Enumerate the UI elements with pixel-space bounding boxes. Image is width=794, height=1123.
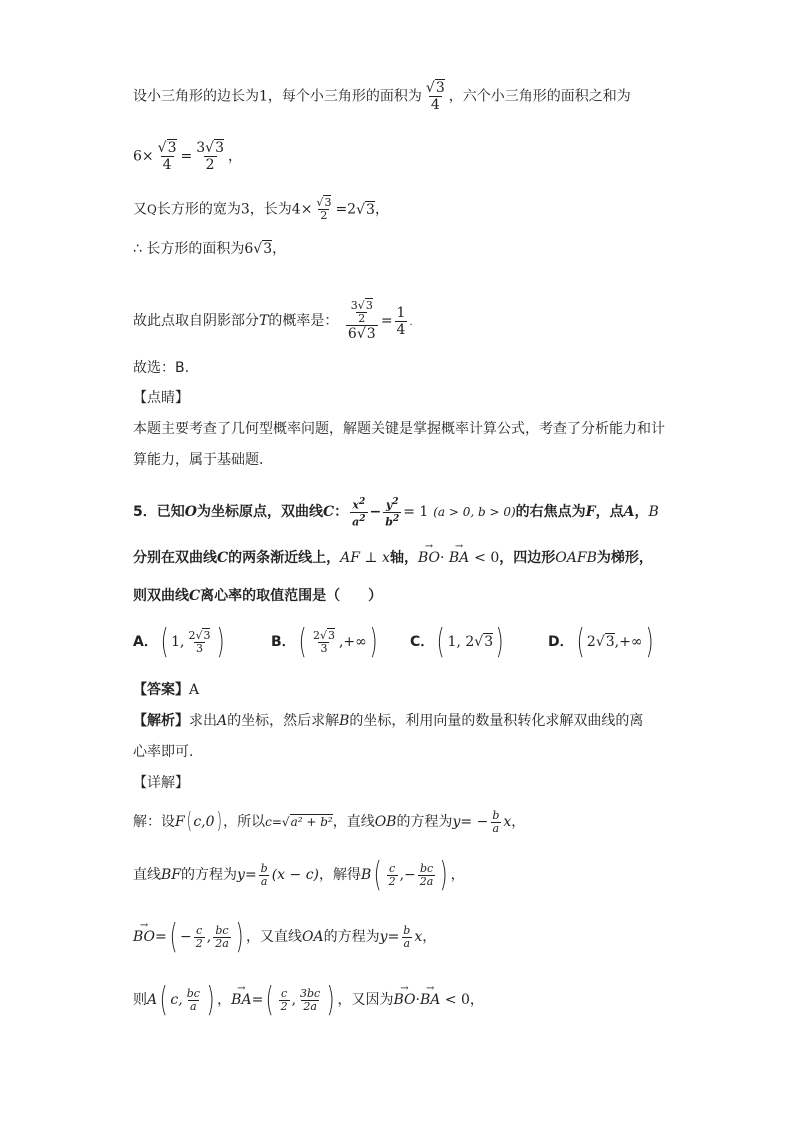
text: ，每个小三角形的面积为	[267, 88, 422, 105]
text: 设小三角形的边长为	[133, 88, 259, 105]
detail-line-3: → BO=( − $\frac{c}{2}$ , $\frac{bc}{2a}$ ) ，又直线OA的方程为y= $\frac{b}{a}$ x，	[133, 922, 436, 952]
xiangjie-heading: 【详解】	[133, 775, 189, 791]
jiexi-line-2: 心率即可.	[133, 744, 194, 760]
fraction-1-4: $\frac{1}{4}$	[396, 304, 406, 338]
answer-line: 【答案】A	[133, 682, 200, 698]
option-b[interactable]: B．( $\frac{2√3}{3}$ ,+∞)	[271, 622, 378, 662]
solution-line-1	[133, 80, 631, 113]
detail-line-2: 直线BF的方程为y= $\frac{b}{a}$ (x − c)，解得B( $\frac{c}{2}$ ,− $\frac{bc}{2a}$ ) ，	[133, 855, 465, 895]
dianjing-text-1: 本题主要考查了几何型概率问题，解题关键是掌握概率计算公式，考查了分析能力和计	[133, 421, 665, 437]
option-a[interactable]: A．( 1, $\frac{2√3}{3}$ )	[133, 622, 226, 662]
question-5-line-3: 则双曲线C离心率的取值范围是（ ）	[133, 588, 383, 604]
solution-line-5: 故此点取自阴影部分T的概率是： $\frac{\frac{3√3}{2}}{6√3}$ = $\frac{1}{4}$ .	[133, 299, 413, 342]
solution-line-4: ∴ 长方形的面积为6√3，	[133, 241, 287, 257]
option-c[interactable]: C．( 1, 2√3)	[410, 622, 504, 662]
text: ，六个小三角形的面积之和为	[448, 88, 631, 105]
solution-line-2: 6× $\frac{√3}{4}$ = $\frac{3√3}{2}$ ，	[133, 140, 242, 173]
compound-fraction: $\frac{\frac{3√3}{2}}{6√3}$	[347, 299, 376, 342]
fraction: $\frac{3√3}{2}$	[196, 140, 224, 173]
dianjing-heading: 【点睛】	[133, 390, 189, 406]
dianjing-text-2: 算能力，属于基础题.	[133, 452, 264, 468]
detail-line-1: 解：设F( c,0) ，所以c=√a² + b²，直线OB的方程为y= − $\frac{b}{a}$ x，	[133, 808, 526, 835]
fraction: $\frac{√3}{2}$	[316, 196, 332, 222]
fraction-y2-b2: $\frac{y^2}{b^2}$	[385, 497, 400, 529]
jiexi-line-1: 【解析】求出A的坐标，然后求解B的坐标，利用向量的数量积转化求解双曲线的离	[133, 713, 644, 729]
answer-choice-line: 故选：B.	[133, 360, 190, 376]
option-d[interactable]: D．( 2√3,+∞)	[548, 622, 654, 662]
fraction-x2-a2: $\frac{x^2}{a^2}$	[352, 497, 366, 529]
question-5-line-2: 分别在双曲线C的两条渐近线上，AF ⊥ x轴，→ BO· → BA < 0，四边形OAFB为梯形，	[133, 548, 653, 568]
detail-line-4: 则A( c, $\frac{bc}{a}$ ) ，→ BA=( $\frac{c}{2}$ , $\frac{3bc}{2a}$ ) ，又因为→ BO·→ BA < 0，	[133, 985, 484, 1015]
solution-line-3: 又Q长方形的宽为3，长为4× $\frac{√3}{2}$ =2√3，	[133, 196, 389, 222]
fraction-sqrt3-over-4: $\frac{√3}{4}$	[425, 80, 445, 113]
side-length: 1	[259, 88, 268, 105]
question-5-line-1: 5．已知O为坐标原点，双曲线C： $\frac{x^2}{a^2}$ − $\frac{y^2}{b^2}$ = 1 (a > 0, b > 0)的右焦点为F，点A，B	[133, 497, 659, 529]
fraction: $\frac{√3}{4}$	[157, 140, 177, 173]
